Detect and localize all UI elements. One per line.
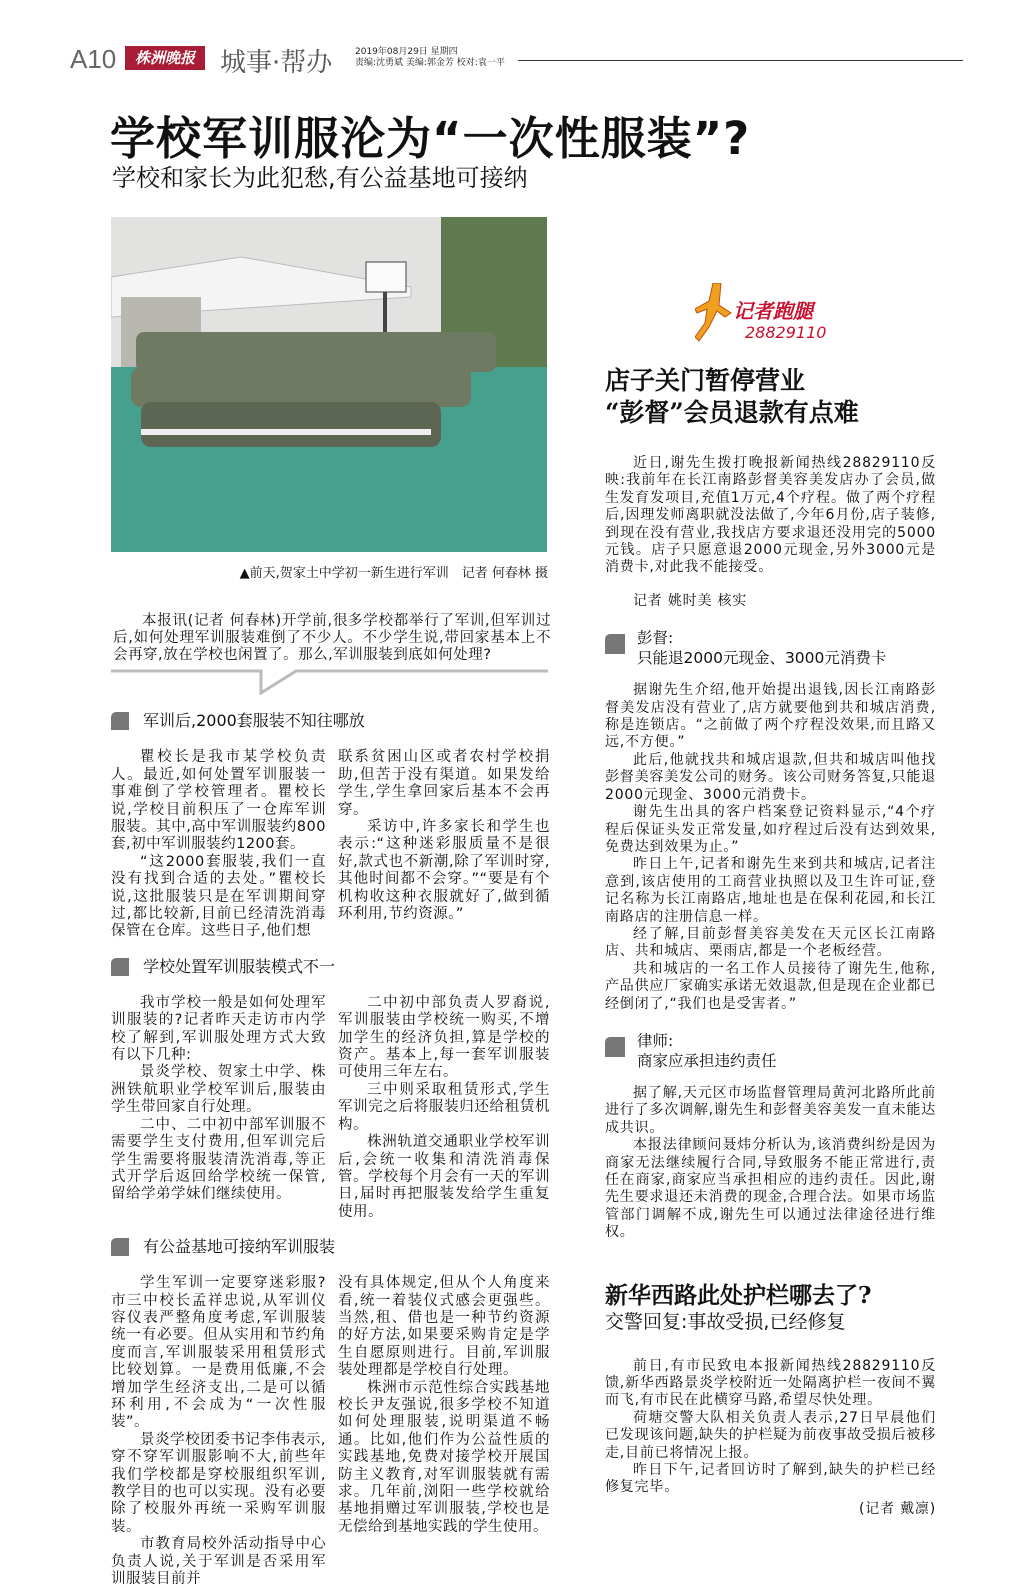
paragraph: 经了解,目前彭督美容美发在天元区长江南路店、共和城店、栗雨店,都是一个老板经营。 [605, 925, 936, 960]
paragraph: 三中则采取租赁形式,学生军训完之后将服装归还给租赁机构。 [338, 1081, 550, 1133]
paragraph: 共和城店的一名工作人员接待了谢先生,他称,产品供应厂家确实承诺无效退款,但是现在企业都已经倒闭了,“我们也是受害者。” [605, 960, 936, 1012]
lead-paragraph [111, 613, 551, 663]
section-heading-1 [111, 711, 551, 731]
story-2-body [605, 1358, 936, 1519]
paragraph: “这2000套服装,我们一直没有找到合适的去处。”瞿校长说,这批服装只是在军训期间穿过,都比较新,目前已经清洗消毒保管在仓库。这些日子,他们想 [111, 853, 326, 940]
story-1-headline [605, 365, 936, 429]
section-2-body [111, 995, 551, 1221]
section-marker-icon [605, 634, 625, 654]
section-heading-text: 学校处置军训服装模式不一 [143, 956, 336, 976]
section-1-column-2 [338, 749, 550, 940]
paragraph: 株洲轨道交通职业学校军训后,会统一收集和清洗消毒保管。学校每个月会有一天的军训日,届时再把服装发给学生重复使用。 [338, 1134, 550, 1220]
story-1-intro [605, 455, 936, 610]
subhead-lawyer [605, 1031, 936, 1071]
badge-title: 记者跑腿 [733, 299, 813, 323]
hotline-number: 28829110 [745, 323, 827, 342]
speech-bubble-pointer [111, 665, 548, 695]
reporter-errand-badge [695, 283, 845, 345]
paragraph: 昨日上午,记者和谢先生来到共和城店,记者注意到,该店使用的工商营业执照以及卫生许可证,登记名称为长江南路店,地址也是在保利花园,和长江南路店的注册信息一样。 [605, 856, 936, 925]
subhead-title: 商家应承担违约责任 [637, 1051, 777, 1070]
paragraph: 联系贫困山区或者农村学校捐助,但苦于没有渠道。如果发给学生,学生拿回家后基本不会再穿。 [338, 749, 550, 818]
headline-line-1: 店子关门暂停营业 [605, 366, 806, 395]
issue-meta [355, 47, 505, 69]
paragraph: 学生军训一定要穿迷彩服?市三中校长孟祥忠说,从军训仪容仪表严整角度考虑,军训服装统一有必要。但从实用和节约角度而言,军训服装采用租赁形式比较划算。一是费用低廉,不会增加学生经济支出,二是可以循环利用,不会成为“一次性服装”。 [111, 1275, 326, 1431]
section-marker-icon [111, 958, 129, 976]
newspaper-logo: 株洲晚报 [125, 46, 205, 70]
section-2-column-2 [338, 995, 550, 1221]
page-number: A10 [70, 44, 117, 74]
subhead-pengdu [605, 628, 936, 668]
main-headline: 学校军训服沦为“一次性服装”? [110, 112, 751, 165]
paragraph: 谢先生出具的客户档案登记资料显示,“4个疗程后保证头发正常发量,如疗程过后没有达到效果,免费达到效果为止。” [605, 804, 936, 855]
headline: 新华西路此处护栏哪去了? [605, 1281, 872, 1309]
paragraph: 我市学校一般是如何处理军训服装的?记者昨天走访市内学校了解到,军训服处理方式大致有以下几种: [111, 994, 326, 1064]
subheadline: 交警回复:事故受损,已经修复 [605, 1310, 846, 1333]
main-story [111, 217, 551, 1588]
paragraph: 近日,谢先生拨打晚报新闻热线28829110反映:我前年在长江南路彭督美容美发店办了会员,做生发育发项目,充值1万元,4个疗程。做了两个疗程后,因理发师离职就没法做了,今年6月份,店子装修,到现在没有营业,我找店方要求退还没用完的5000元钱。店子只愿意退2000元现金,另外3000元是消费卡,对此我不能接受。 [605, 455, 936, 576]
military-training-photo [111, 217, 547, 552]
verification-credit: 记者 姚时美 核实 [633, 592, 748, 609]
paragraph: 此后,他就找共和城店退款,但共和城店叫他找彭督美容美发公司的财务。该公司财务答复,只能退2000元现金、3000元消费卡。 [605, 751, 936, 803]
main-subheadline: 学校和家长为此犯愁,有公益基地可接纳 [112, 164, 528, 192]
paragraph: 荷塘交警大队相关负责人表示,27日早晨他们已发现该问题,缺失的护栏疑为前夜事故受损后被移走,目前已将情况上报。 [605, 1409, 936, 1461]
paragraph: 昨日下午,记者回访时了解到,缺失的护栏已经修复完毕。 [605, 1462, 936, 1496]
photo-illustration [111, 217, 547, 552]
subhead-title: 只能退2000元现金、3000元消费卡 [637, 649, 887, 668]
headline-line-2: “彭督”会员退款有点难 [605, 398, 859, 427]
section-marker-icon [111, 712, 129, 730]
paragraph: 据了解,天元区市场监督管理局黄河北路所此前进行了多次调解,谢先生和彭督美容美发一直未能达成共识。 [605, 1084, 936, 1136]
paragraph: 据谢先生介绍,他开始提出退钱,因长江南路彭督美发店没有营业了,店方就要他到共和城店消费,称是连锁店。“之前做了两个疗程没效果,而且路又远,不方便。” [605, 682, 936, 751]
byline: (记者 戴凛) [859, 1500, 936, 1517]
section-1-body [111, 749, 551, 940]
section-marker-icon [605, 1037, 625, 1057]
paragraph: 二中初中部负责人罗裔说,军训服装由学校统一购买,不增加学生的经济负担,算是学校的资产。基本上,每一套军训服装可使用三年左右。 [338, 994, 550, 1081]
paragraph: 没有具体规定,但从个人角度来看,统一着装仪式感会更强些。当然,租、借也是一种节约资源的好方法,如果要采购肯定是学生自愿原则进行。目前,军训服装处理都是学校自行处理。 [338, 1275, 550, 1379]
paragraph: 采访中,许多家长和学生也表示:“这种迷彩服质量不是很好,款式也不新潮,除了军训时穿,其他时间都不会穿。”“要是有个机构收这种衣服就好了,做到循环利用,节约资源。” [338, 819, 550, 923]
subhead-label: 彭督: [637, 629, 674, 648]
paragraph: 二中、二中初中部军训服不需要学生支付费用,但军训完后学生需要将服装清洗消毒,等正式开学后返回给学校统一保管,留给学弟学妹们继续使用。 [111, 1116, 326, 1203]
section-heading-2 [111, 957, 551, 977]
section-marker-icon [111, 1238, 129, 1256]
paragraph: 前日,有市民致电本报新闻热线28829110反馈,新华西路景炎学校附近一处隔离护栏一夜间不翼而飞,有市民在此横穿马路,希望尽快处理。 [605, 1357, 936, 1409]
editor-credits: 责编:沈勇斌 美编:郭金芳 校对:袁一平 [355, 58, 505, 68]
paragraph: 株洲市示范性综合实践基地校长尹友强说,很多学校不知道如何处理服装,说明渠道不畅通。比如,他们作为公益性质的实践基地,免费对接学校开展国防主义教育,对军训服装就有需求。几年前,浏阳一些学校就给基地捐赠过军训服装,学校也是无偿给到基地实践的学生使用。 [338, 1379, 550, 1535]
section-3-column-1 [111, 1275, 326, 1588]
section-heading-text: 有公益基地可接纳军训服装 [143, 1237, 336, 1257]
paragraph: 市教育局校外活动指导中心负责人说,关于军训是否采用军训服装目前并 [111, 1536, 326, 1588]
section-heading-text: 军训后,2000套服装不知往哪放 [143, 711, 365, 731]
paragraph: 瞿校长是我市某学校负责人。最近,如何处置军训服装一事难倒了学校管理者。瞿校长说,学校目前积压了一仓库军训服装。其中,高中军训服装约800套,初中军训服装约1200套。 [111, 749, 326, 853]
photo-caption: ▲前天,贺家土中学初一新生进行军训 记者 何春林 摄 [239, 566, 548, 581]
paragraph: 景炎学校团委书记李伟表示,穿不穿军训服影响不大,前些年我们学校都是穿校服组织军训,教学目的也可以实现。没有必要除了校服外再统一采购军训服装。 [111, 1431, 326, 1535]
lead-text: 本报讯(记者 何春林)开学前,很多学校都举行了军训,但军训过后,如何处理军训服装难倒了不少人。不少学生说,带回家基本上不会再穿,放在学校也闲置了。那么,军训服装到底如何处理? [113, 613, 551, 663]
section-name: 城事·帮办 [220, 48, 333, 78]
section-2-column-1 [111, 995, 326, 1221]
section-3-body [111, 1275, 551, 1588]
running-pen-icon [695, 283, 735, 345]
section-3-column-2 [338, 1275, 550, 1588]
section-1-column-1 [111, 749, 326, 940]
section-heading-3 [111, 1237, 551, 1257]
subhead-label: 律师: [637, 1031, 674, 1050]
lawyer-body [605, 1085, 936, 1242]
header-rule [518, 60, 963, 61]
side-column [605, 283, 936, 1518]
paragraph: 景炎学校、贺家土中学、株洲铁航职业学校军训后,服装由学生带回家自行处理。 [111, 1064, 326, 1116]
pengdu-body [605, 682, 936, 1013]
paragraph: 本报法律顾问聂炜分析认为,该消费纠纷是因为商家无法继续履行合同,导致服务不能正常进行,责任在商家,商家应当承担相应的违约责任。因此,谢先生要求退还未消费的现金,合理合法。如果市场监管部门调解不成,谢先生可以通过法律途径进行维权。 [605, 1137, 936, 1241]
story-2-headline [605, 1282, 936, 1334]
issue-date: 2019年08月29日 星期四 [355, 47, 458, 57]
